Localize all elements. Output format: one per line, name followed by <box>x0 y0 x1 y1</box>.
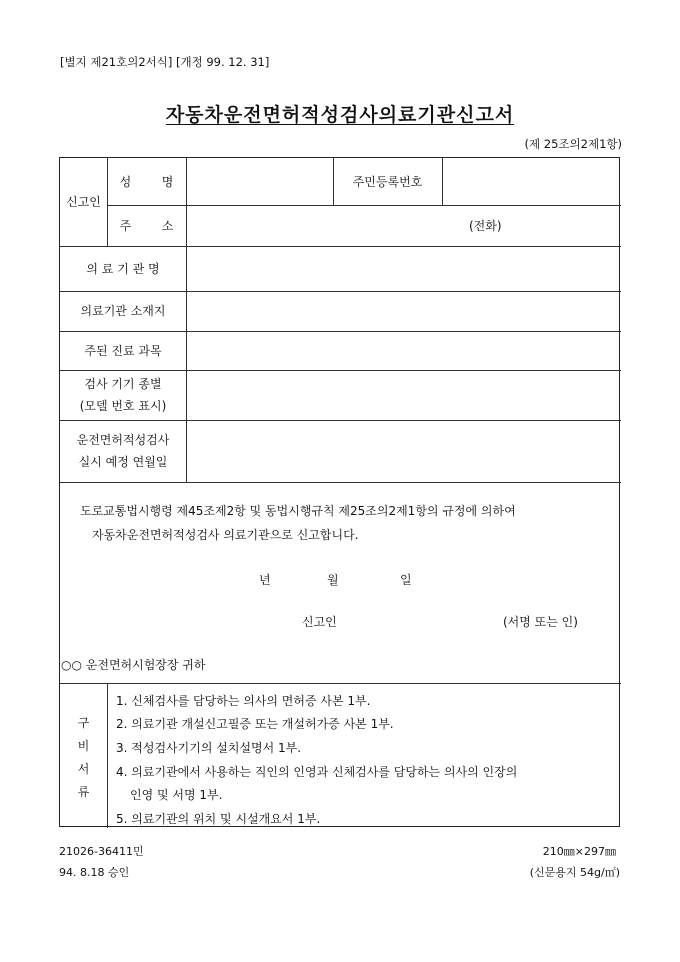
address-label: 주 소 <box>119 218 174 233</box>
device-type-field[interactable] <box>186 370 621 420</box>
document-item: 2. 의료기관 개설신고필증 또는 개설허가증 사본 1부. <box>116 717 394 731</box>
approval-date: 94. 8.18 승인 <box>59 866 130 879</box>
main-department-field[interactable] <box>186 331 621 370</box>
year-label: 년 <box>259 573 271 587</box>
day-label: 일 <box>400 573 412 587</box>
document-item: 3. 적성검사기기의 설치설명서 1부. <box>116 741 302 755</box>
address-field[interactable] <box>186 205 621 246</box>
rrn-field[interactable] <box>442 158 621 205</box>
documents-label-char: 비 <box>77 739 90 753</box>
form-header: [별지 제21호의2서식] [개정 99. 12. 31] <box>60 55 270 69</box>
document-item: 5. 의료기관의 위치 및 시설개요서 1부. <box>116 812 321 826</box>
statement-line-2: 자동차운전면허적성검사 의료기관으로 신고합니다. <box>92 528 359 542</box>
legal-reference: (제 25조의2제1항) <box>524 137 622 151</box>
phone-label: (전화) <box>469 218 502 233</box>
paper-type: (신문용지 54g/㎡) <box>529 866 620 879</box>
signer-label: 신고인 <box>302 615 337 629</box>
documents-label <box>60 683 107 828</box>
institution-name-label: 의 료 기 관 명 <box>86 261 160 276</box>
paper-size: 210㎜×297㎜ <box>542 845 616 858</box>
title-text: 자동차운전면허적성검사의료기관신고서 <box>165 104 515 126</box>
institution-location-field[interactable] <box>186 291 621 331</box>
form-table <box>59 157 620 827</box>
institution-name-field[interactable] <box>186 246 621 291</box>
institution-location-label: 의료기관 소재지 <box>80 304 166 318</box>
statement-line-1: 도로교통법시행령 제45조제2항 및 동법시행규칙 제25조의2제1항의 규정에 의하여 <box>80 504 516 518</box>
exam-date-label: 운전면허적성검사 실시 예정 연월일 <box>76 433 170 469</box>
name-field[interactable] <box>186 158 333 205</box>
main-department-label: 주된 진료 과목 <box>84 343 162 358</box>
documents-label-char: 서 <box>77 762 90 776</box>
document-item: 4. 의료기관에서 사용하는 직인의 인영과 신체검사를 담당하는 의사의 인장의 <box>116 765 518 779</box>
documents-label-char: 류 <box>77 785 90 799</box>
document-item: 1. 신체검사를 담당하는 의사의 면허증 사본 1부. <box>116 694 371 708</box>
sign-note: (서명 또는 인) <box>503 615 578 629</box>
rrn-label: 주민등록번호 <box>352 174 423 189</box>
form-title <box>0 100 680 127</box>
form-code: 21026-36411민 <box>59 845 144 858</box>
applicant-label: 신고인 <box>66 195 101 209</box>
device-type-label: 검사 기기 종별 (모델 번호 표시) <box>79 377 167 413</box>
documents-label-char: 구 <box>77 716 90 730</box>
exam-date-field[interactable] <box>186 420 621 482</box>
month-label: 월 <box>327 573 339 587</box>
document-item: 인영 및 서명 1부. <box>130 788 223 802</box>
addressee: ○○ 운전면허시험장장 귀하 <box>61 658 206 672</box>
name-label: 성 명 <box>119 174 174 189</box>
